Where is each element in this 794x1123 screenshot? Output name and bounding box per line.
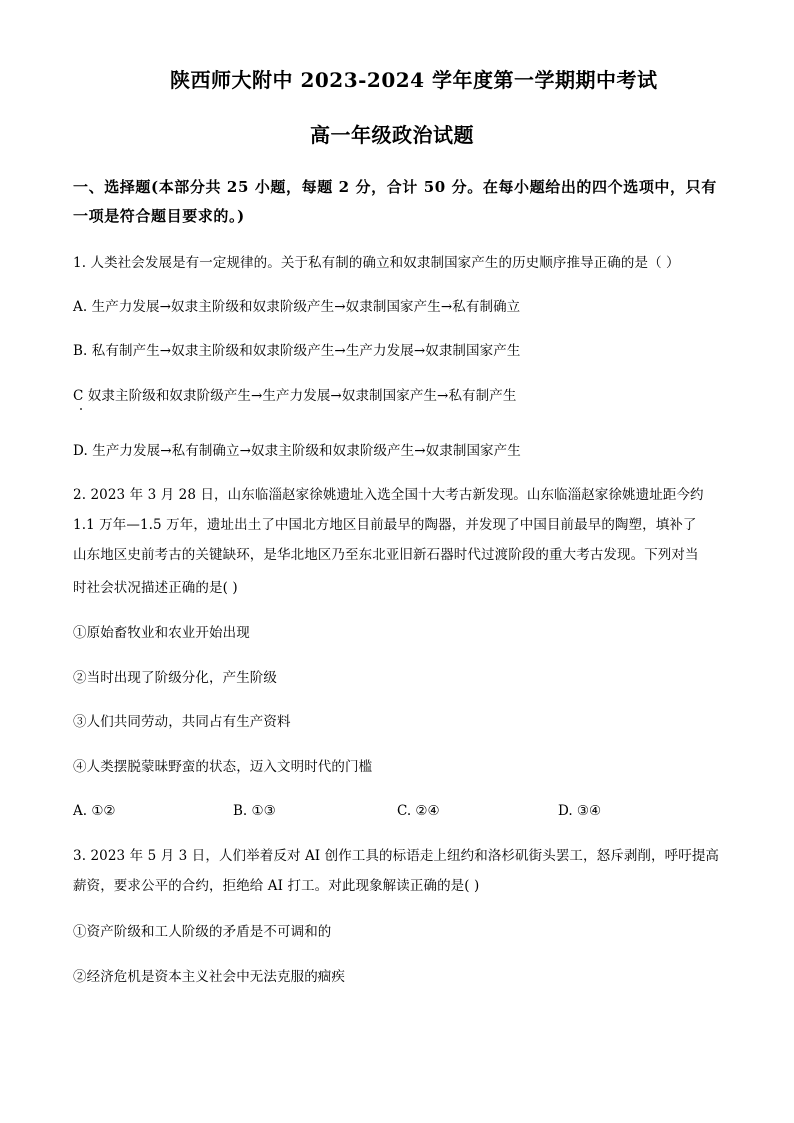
question-2-statement-1: ①原始畜牧业和农业开始出现 — [73, 625, 250, 641]
question-2-statement-4: ④人类摆脱蒙昧野蛮的状态，迈入文明时代的门槛 — [73, 759, 373, 775]
question-1-option-d: D. 生产力发展→私有制确立→奴隶主阶级和奴隶阶级产生→奴隶制国家产生 — [73, 443, 521, 459]
stray-dot — [80, 408, 82, 410]
question-2-statement-2: ②当时出现了阶级分化，产生阶级 — [73, 670, 277, 686]
question-2-option-c: C. ②④ — [397, 803, 440, 819]
question-2-option-b: B. ①③ — [233, 803, 276, 819]
section-heading-line1: 一、选择题(本部分共 25 小题，每题 2 分，合计 50 分。在每小题给出的四个选项中，只有 — [73, 178, 717, 196]
question-3-statement-1: ①资产阶级和工人阶级的矛盾是不可调和的 — [73, 924, 332, 940]
question-1-option-c: C 奴隶主阶级和奴隶阶级产生→生产力发展→奴隶制国家产生→私有制产生 — [73, 388, 517, 404]
question-2-stem-line3: 山东地区史前考古的关键缺环，是华北地区乃至东北亚旧新石器时代过渡阶段的重大考古发现。下列对当 — [73, 547, 699, 563]
question-3-statement-2: ②经济危机是资本主义社会中无法克服的痼疾 — [73, 969, 345, 985]
question-1-option-b: B. 私有制产生→奴隶主阶级和奴隶阶级产生→生产力发展→奴隶制国家产生 — [73, 343, 521, 359]
question-2-stem-line1: 2. 2023 年 3 月 28 日，山东临淄赵家徐姚遗址入选全国十大考古新发现。山东临淄赵家徐姚遗址距今约 — [73, 487, 704, 503]
question-3-stem-line1: 3. 2023 年 5 月 3 日，人们举着反对 AI 创作工具的标语走上纽约和洛杉矶街头罢工，怒斥剥削，呼吁提高 — [73, 848, 720, 864]
question-2-option-a: A. ①② — [73, 803, 116, 819]
exam-title: 陕西师大附中 2023-2024 学年度第一学期期中考试 — [170, 68, 658, 92]
question-1-stem: 1. 人类社会发展是有一定规律的。关于私有制的确立和奴隶制国家产生的历史顺序推导正确的是（ ） — [73, 255, 680, 271]
question-2-stem-line2: 1.1 万年—1.5 万年，遗址出土了中国北方地区目前最早的陶器，并发现了中国目前最早的陶塑，填补了 — [73, 517, 697, 533]
exam-subtitle: 高一年级政治试题 — [310, 123, 474, 147]
section-heading-line2: 一项是符合题目要求的。) — [73, 207, 245, 225]
question-2-stem-line4: 时社会状况描述正确的是( ) — [73, 580, 238, 596]
question-3-stem-line2: 薪资，要求公平的合约，拒绝给 AI 打工。对此现象解读正确的是( ) — [73, 878, 480, 894]
question-2-statement-3: ③人们共同劳动，共同占有生产资料 — [73, 714, 291, 730]
question-2-option-d: D. ③④ — [558, 803, 602, 819]
question-1-option-a: A. 生产力发展→奴隶主阶级和奴隶阶级产生→奴隶制国家产生→私有制确立 — [73, 299, 521, 315]
